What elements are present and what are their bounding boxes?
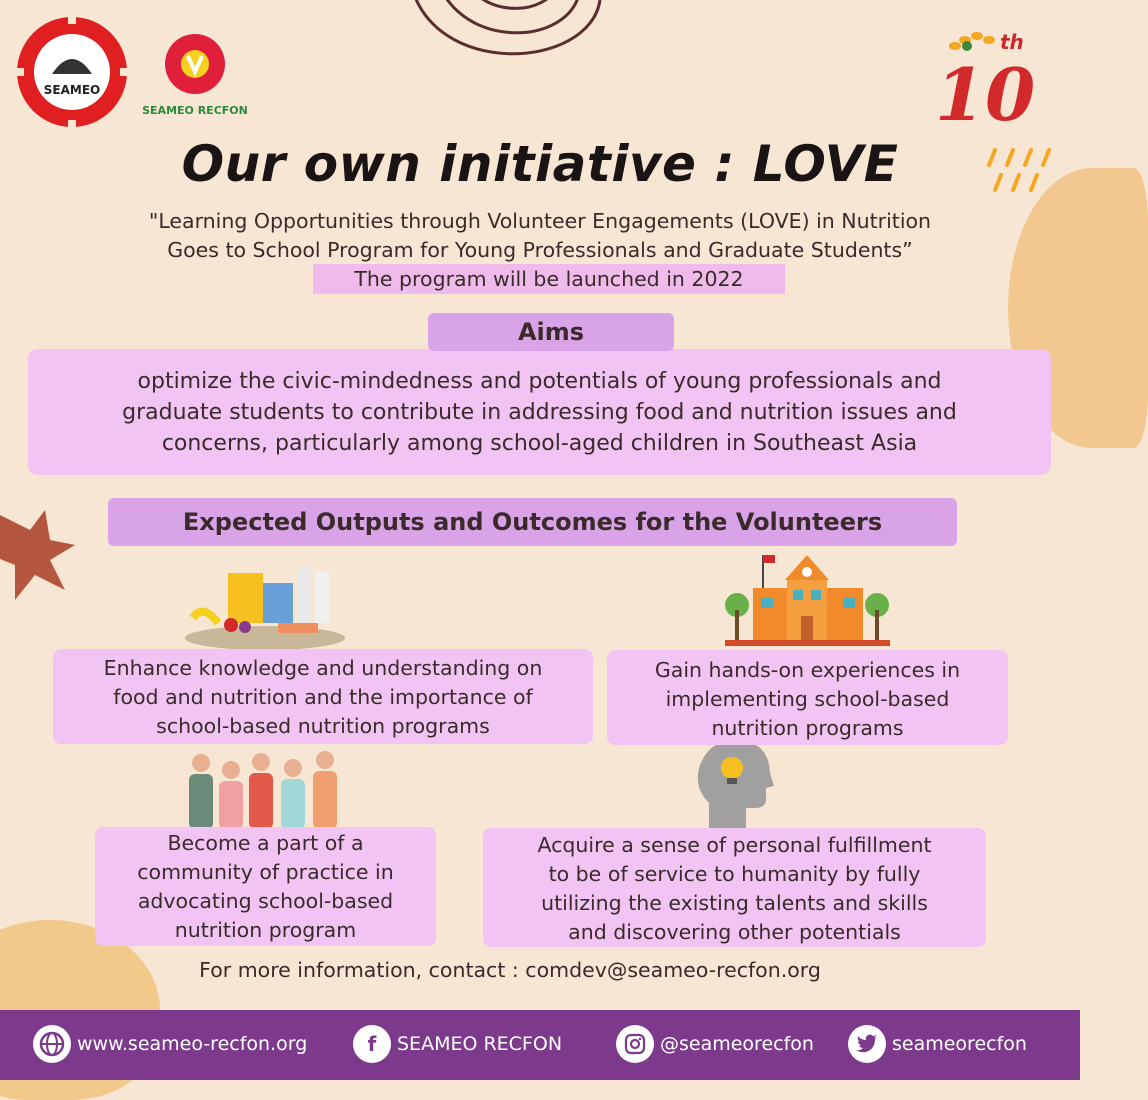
outcome-2-line-3: nutrition programs — [711, 716, 904, 740]
footer-instagram-text: @seameorecfon — [660, 1033, 814, 1055]
outcome-1-line-3: school-based nutrition programs — [156, 714, 490, 738]
subtitle-line-1: "Learning Opportunities through Volunteer Engagements (LOVE) in Nutrition — [148, 209, 932, 233]
outcome-4-line-3: utilizing the existing talents and skills — [541, 891, 928, 915]
aims-line-2: graduate students to contribute in addressing food and nutrition issues and — [122, 400, 957, 425]
footer-website-link[interactable] — [33, 1022, 307, 1066]
aims-box — [28, 349, 1051, 475]
facebook-icon: f — [353, 1025, 391, 1063]
aims-heading: Aims — [428, 313, 674, 351]
contact-line: For more information, contact : comdev@seameo-recfon.org — [199, 958, 821, 982]
instagram-icon — [616, 1025, 654, 1063]
launch-banner: The program will be launched in 2022 — [313, 264, 785, 294]
page-title: Our own initiative : LOVE — [181, 135, 899, 193]
outcome-3-line-3: advocating school-based — [137, 889, 394, 913]
outcome-2-line-1: Gain hands-on experiences in — [654, 658, 961, 682]
outcome-2-line-2: implementing school-based — [665, 687, 950, 711]
anniversary-number: 10 — [935, 52, 1036, 137]
outcome-card-fulfillment — [483, 828, 986, 947]
recfon-logo — [140, 14, 250, 124]
outcome-4-line-2: to be of service to humanity by fully — [548, 862, 921, 886]
outcome-3-line-1: Become a part of a — [167, 831, 364, 855]
outcome-4-line-1: Acquire a sense of personal fulfillment — [537, 833, 932, 857]
anniversary-suffix: th — [1000, 30, 1024, 54]
expected-outputs-heading: Expected Outputs and Outcomes for the Volunteers — [108, 498, 957, 546]
footer-website-text: www.seameo-recfon.org — [77, 1033, 308, 1055]
twitter-icon — [848, 1025, 886, 1063]
seameo-logo — [14, 14, 130, 130]
head-lightbulb-icon — [694, 738, 774, 833]
seameo-logo-text: SEAMEO — [43, 83, 101, 97]
school-illustration — [725, 550, 890, 650]
footer-facebook-text: SEAMEO RECFON — [397, 1033, 563, 1055]
aims-line-3: concerns, particularly among school-aged children in Southeast Asia — [161, 431, 918, 456]
footer-twitter-text: seameorecfon — [892, 1033, 1027, 1055]
program-full-name — [60, 207, 1020, 265]
outcome-1-line-2: food and nutrition and the importance of — [113, 685, 533, 709]
footer-facebook-link[interactable] — [353, 1022, 562, 1066]
food-illustration — [183, 563, 348, 653]
footer-instagram-link[interactable] — [616, 1022, 814, 1066]
outcome-4-line-4: and discovering other potentials — [568, 920, 901, 944]
outcome-3-line-2: community of practice in — [137, 860, 394, 884]
globe-icon — [33, 1025, 71, 1063]
outcome-1-line-1: Enhance knowledge and understanding on — [103, 656, 543, 680]
outcome-card-experience — [607, 650, 1008, 745]
leaf-decoration — [0, 505, 80, 605]
decorative-swirl — [390, 0, 620, 100]
aims-line-1: optimize the civic-mindedness and potentials of young professionals and — [137, 369, 942, 394]
outcome-card-community — [95, 827, 436, 946]
footer-twitter-link[interactable] — [848, 1022, 1027, 1066]
recfon-logo-text: SEAMEO RECFON — [142, 104, 248, 117]
outcome-3-line-4: nutrition program — [174, 918, 357, 942]
outcome-card-knowledge — [53, 649, 593, 744]
people-illustration — [183, 748, 353, 833]
subtitle-line-2: Goes to School Program for Young Professionals and Graduate Students” — [167, 238, 913, 262]
